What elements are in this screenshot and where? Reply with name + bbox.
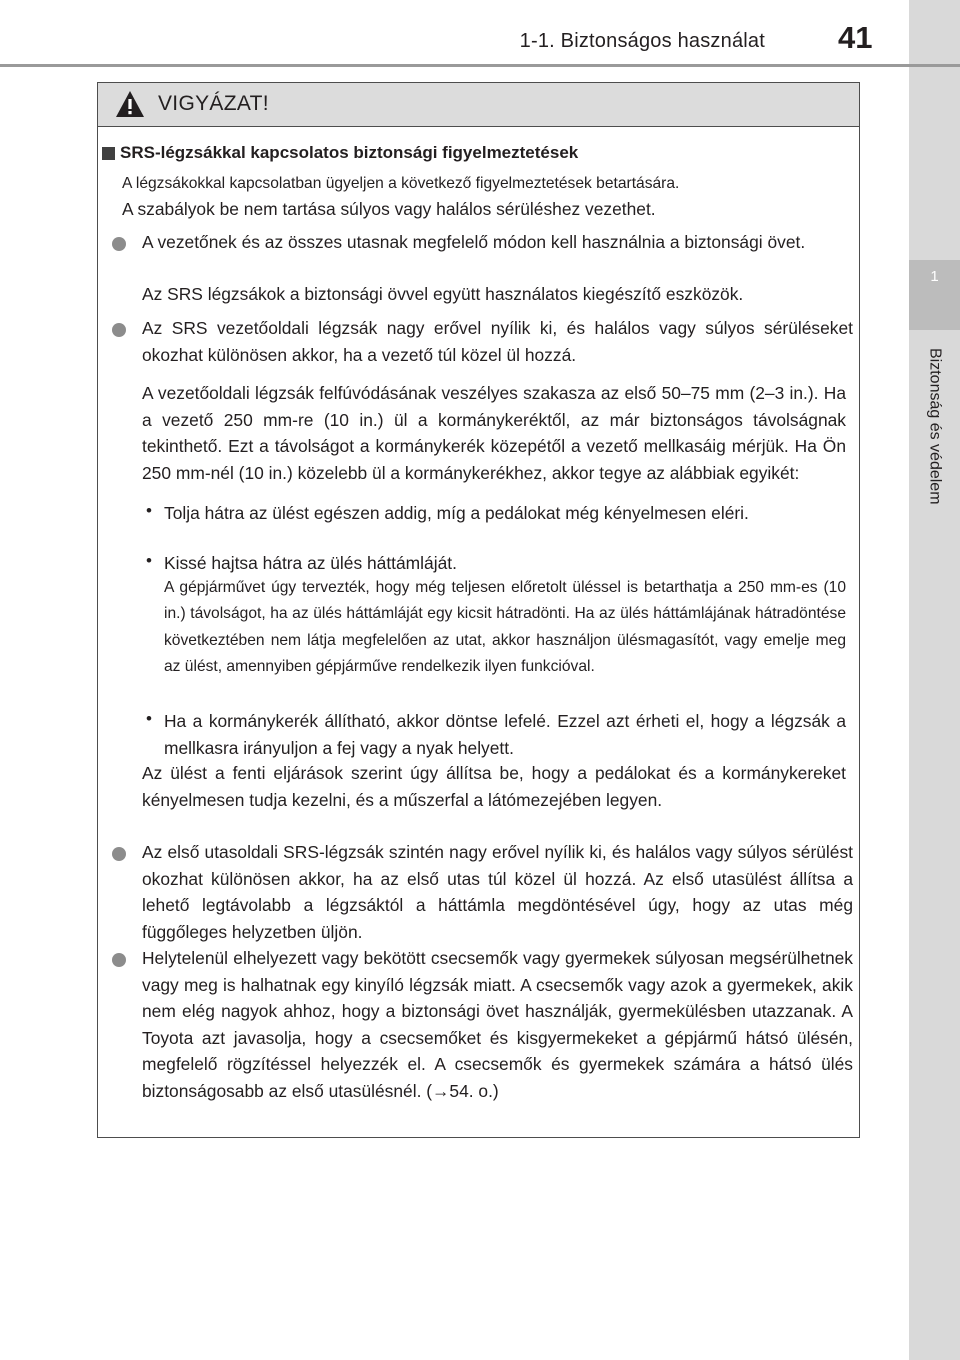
sub-item-1: Tolja hátra az ülést egészen addig, míg a pedálokat még kényelmesen eléri. bbox=[164, 503, 749, 523]
warning-title: VIGYÁZAT! bbox=[158, 92, 269, 115]
section-title: 1-1. Biztonságos használat bbox=[519, 30, 765, 52]
bullet-1-note: Az SRS légzsákok a biztonsági övvel együtt használatos kiegészítő eszközök. bbox=[142, 284, 744, 304]
intro-line-1: A légzsákokkal kapcsolatban ügyeljen a következő figyelmeztetések betartására. bbox=[122, 175, 680, 192]
bullet-icon bbox=[112, 847, 126, 861]
bullet-2-text: Az SRS vezetőoldali légzsák nagy erővel nyílik ki, és halálos vagy súlyos sérüléseket okozhat különösen akkor, ha a vezető túl közel ül hozzá. bbox=[142, 318, 853, 365]
sub-bullet-dot: • bbox=[146, 709, 152, 728]
bullet-3-text: Az első utasoldali SRS-légzsák szintén nagy erővel nyílik ki, és halálos vagy súlyos sérülést okozhat különösen akkor, ha az első utas túl közel ül hozzá. Az első utasülést állítsa a lehető legtávolabb a légzsáktól a háttámla megdöntésével úgy, hogy az utas még függőleges helyzetben üljön. bbox=[142, 842, 853, 942]
page-number: 41 bbox=[838, 20, 873, 55]
side-tab-divider bbox=[909, 64, 960, 67]
bullet-icon bbox=[112, 953, 126, 967]
sub-item-3: Ha a kormánykerék állítható, akkor döntse lefelé. Ezzel azt érheti el, hogy a légzsák a mellkasra irányuljon a fej vagy a nyak helyett. bbox=[164, 711, 846, 758]
warning-header bbox=[98, 83, 859, 127]
warning-heading bbox=[102, 143, 578, 163]
sub-item-2: Kissé hajtsa hátra az ülés háttámláját. bbox=[164, 553, 457, 573]
header-divider bbox=[0, 64, 910, 67]
warning-box bbox=[97, 82, 860, 1138]
chapter-side-tab bbox=[909, 0, 960, 1360]
sub-item-2-note: A gépjárművet úgy tervezték, hogy még teljesen előretolt üléssel is betarthatja a 250 mm-es (10 in.) távolságot, ha az ülés háttámláját egy kicsit hátradönti. Ha az ülés háttámlájának hátradöntése következtében nem látja megfelelően az utat, akkor használjon ülésmagasítót, vagy emelje meg az ülést, amennyiben gépjárműve rendelkezik ilyen funkcióval. bbox=[164, 579, 846, 675]
sub-bullet-dot: • bbox=[146, 551, 152, 570]
sub-bullet-dot: • bbox=[146, 501, 152, 520]
intro-line-2: A szabályok be nem tartása súlyos vagy halálos sérüléshez vezethet. bbox=[122, 199, 656, 219]
heading-square-icon bbox=[102, 147, 115, 160]
bullet-2-after: Az ülést a fenti eljárások szerint úgy állítsa be, hogy a pedálokat és a kormánykereket kényelmesen tudja kezelni, és a műszerfal a látómezejében legyen. bbox=[142, 763, 846, 810]
chapter-number: 1 bbox=[930, 268, 939, 285]
bullet-4-text: Helytelenül elhelyezett vagy bekötött csecsemők vagy gyermekek súlyosan megsérülhetnek vagy meg is halhatnak egy kinyíló légzsák miatt. A csecsemők vagy azok a gyermekek, akik nem elég nagyok ahhoz, hogy a biztonsági övet használják, gyermekülésben utazzanak. A Toyota azt javasolja, hogy a csecsemőket és kisgyermekeket a gépjármű hátsó ülésén, megfelelő rögzítéssel helyezzék el. A csecsemők és gyermekek számára a hátsó ülés biztonságosabb az első utasülésnél. (→54. o.) bbox=[142, 948, 853, 1101]
bullet-1-text: A vezetőnek és az összes utasnak megfelelő módon kell használnia a biztonsági övet. bbox=[142, 232, 806, 252]
chapter-title: Biztonság és védelem bbox=[926, 348, 944, 505]
heading-text: SRS-légzsákkal kapcsolatos biztonsági figyelmeztetések bbox=[120, 143, 579, 162]
bullet-icon bbox=[112, 323, 126, 337]
warning-triangle-icon bbox=[115, 90, 145, 118]
bullet-icon bbox=[112, 237, 126, 251]
bullet-2-paragraph: A vezetőoldali légzsák felfúvódásának veszélyes szakasza az első 50–75 mm (2–3 in.). Ha a vezető 250 mm-re (10 in.) ül a kormánykeréktől, az már biztonságos távolságnak tekinthető. Ezt a távolságot a kormánykerék közepétől a vezető mellkasáig mérjük. Ha Ön 250 mm-nél (10 in.) közelebb ül a kormánykerékhez, akkor tegye az alábbiak egyikét: bbox=[142, 383, 846, 483]
